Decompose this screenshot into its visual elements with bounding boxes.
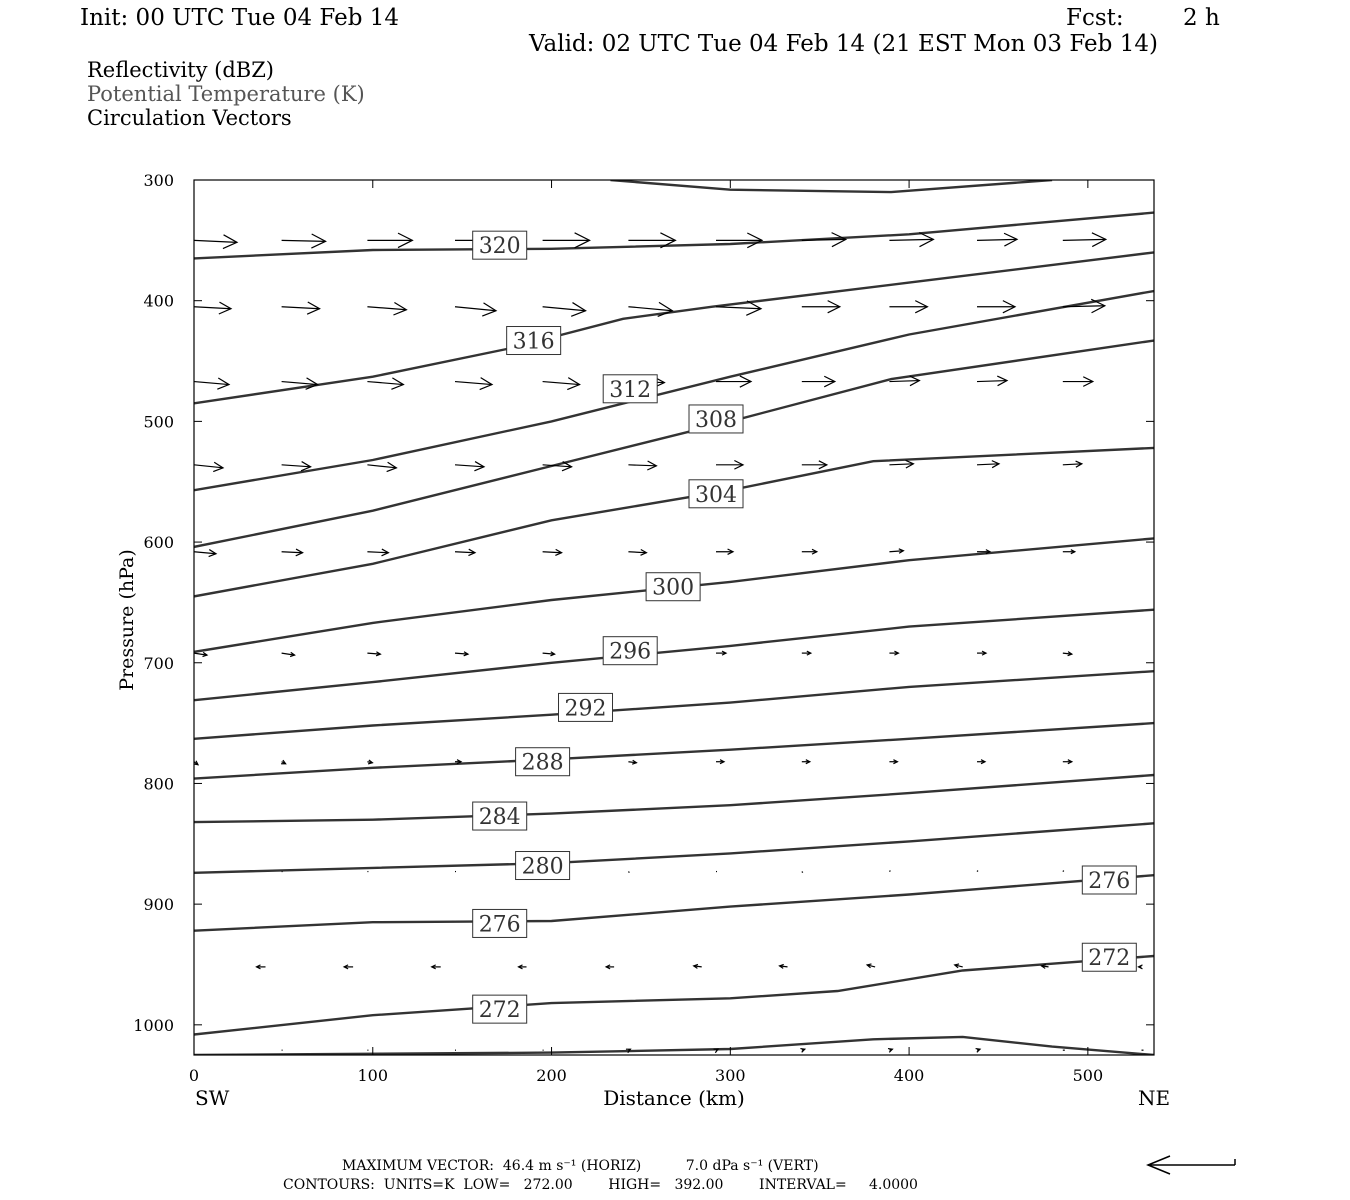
circulation-vector [889,301,927,313]
contour-label-text: 276 [1088,869,1131,894]
contour-label [559,693,613,721]
circulation-vector [802,651,811,655]
circulation-vector [194,302,231,314]
circulation-vector [1063,652,1072,656]
circulation-vector [432,965,441,969]
theta-contour-288 [194,723,1154,779]
theta-contour-324 [611,180,1053,192]
circulation-vector [976,1049,980,1053]
circulation-vector [889,651,898,655]
circulation-vector [628,550,646,556]
circulation-vector [628,872,629,873]
contour-label [689,405,743,433]
y-tick-label: 500 [143,412,174,432]
circulation-vector [1138,965,1142,969]
circulation-vector [367,549,388,556]
circulation-vector [977,301,1015,313]
y-tick-label: 1000 [133,1015,174,1035]
y-tick-label: 900 [143,895,174,915]
circulation-vector [1063,550,1075,554]
circulation-vector [194,652,207,656]
circulation-vector [802,461,827,469]
circulation-vector [977,461,999,468]
contour-label-text: 288 [521,750,564,776]
theta-contour-280 [194,823,1154,873]
circulation-vector [282,302,320,314]
y-tick-label: 600 [143,533,174,553]
contour-label-text: 280 [521,854,564,880]
x-tick-label: 100 [357,1066,389,1085]
legend-potential-temperature: Potential Temperature (K) [87,82,365,106]
circulation-vector [282,234,326,248]
contour-label-text: 284 [478,805,521,831]
circulation-vector [888,1049,892,1053]
forecast-hours: 2 h [1183,5,1220,31]
contour-label-text: 296 [609,639,652,665]
circulation-vector [1063,871,1064,872]
contour-label-text: 276 [478,912,521,938]
maximum-vector-note: MAXIMUM VECTOR: 46.4 m s⁻¹ (HORIZ) 7.0 dPa s⁻¹ (VERT) [342,1158,819,1174]
contour-label-text: 316 [512,329,555,355]
circulation-vector [716,461,743,470]
theta-contour-292 [194,671,1154,739]
circulation-vector [367,760,372,764]
theta-contour-312 [194,291,1154,490]
circulation-vector [455,303,496,316]
theta-contour-276 [194,875,1154,931]
circulation-vector [543,549,562,555]
circulation-vector [889,871,890,872]
contour-label-text: 272 [478,998,521,1024]
theta-contour-316 [194,252,1154,403]
contour-label-text: 272 [1088,946,1131,972]
circulation-vector [802,376,835,387]
circulation-vector [802,872,803,873]
circulation-vector [800,1049,804,1053]
circulation-vector [519,965,527,969]
circulation-vector [889,760,897,764]
circulation-vector [455,652,468,656]
circulation-vector [455,462,484,471]
circulation-vector [257,965,266,969]
circulation-vector [716,651,726,655]
x-tick-label: 500 [1072,1066,1104,1085]
circulation-vector [367,652,380,656]
contour-label [603,375,657,403]
circulation-vector [977,651,986,655]
circulation-vector [716,549,733,554]
circulation-vector [977,376,1007,386]
circulation-vector [367,378,403,390]
contour-label [473,995,527,1023]
circulation-vector [955,964,963,968]
theta-contour-272 [194,956,1154,1035]
circulation-vector [455,378,492,390]
x-axis-title: Distance (km) [603,1086,745,1110]
contour-label [516,852,570,880]
circulation-vector [867,964,875,968]
init-time: Init: 00 UTC Tue 04 Feb 14 [80,5,400,31]
theta-contour-296 [194,610,1154,701]
contour-label [473,802,527,830]
circulation-vector [628,760,636,764]
circulation-vectors [194,233,1144,1053]
x-tick-label: 400 [893,1066,925,1085]
contour-label-text: 292 [564,696,607,722]
circulation-vector [194,462,223,471]
contour-label [646,573,700,601]
legend-circulation-vectors: Circulation Vectors [87,106,292,130]
forecast-label: Fcst: [1066,5,1124,31]
x-axis-right-end-label: NE [1138,1086,1171,1110]
y-axis-title: Pressure (hPa) [116,549,138,691]
contour-label [473,231,527,259]
contour-label-text: 304 [695,482,738,508]
contour-label [473,909,527,937]
circulation-vector [977,760,985,764]
circulation-vector [889,549,903,553]
circulation-vector [282,462,311,471]
circulation-vector [802,233,846,247]
circulation-vector [194,378,229,389]
circulation-vector [977,871,978,872]
x-axis-left-end-label: SW [195,1086,230,1110]
reference-vector-arrow [1148,1156,1235,1174]
circulation-vector [1063,377,1093,387]
theta-contour-284 [194,775,1154,822]
x-tick-label: 300 [715,1066,746,1085]
contour-label [1082,866,1136,894]
circulation-vector [367,303,406,315]
circulation-vector [344,965,353,969]
contour-label-text: 312 [609,377,652,403]
contour-label [507,327,561,355]
contour-label [689,480,743,508]
circulation-vector [281,760,285,764]
theta-contour-268 [194,1037,1154,1055]
circulation-vector [780,964,788,968]
circulation-vector [367,462,396,471]
valid-time: Valid: 02 UTC Tue 04 Feb 14 (21 EST Mon 03 Feb 14) [529,31,1158,57]
y-tick-label: 800 [143,774,174,794]
circulation-vector [282,549,303,556]
legend-reflectivity: Reflectivity (dBZ) [87,58,275,82]
y-tick-label: 300 [143,171,174,190]
circulation-vector [628,461,656,470]
x-tick-label: 200 [536,1066,567,1085]
circulation-vector [1063,760,1072,764]
circulation-vector [802,760,810,764]
circulation-vector [977,233,1017,246]
circulation-vector [543,378,580,390]
circulation-vector [282,652,295,656]
circulation-vector [194,550,216,557]
circulation-vector [1063,233,1106,247]
contour-label-text: 320 [478,234,521,260]
circulation-vector [716,376,751,387]
circulation-vector [455,549,475,555]
theta-contours [194,180,1154,1055]
circulation-vector [543,233,590,248]
circulation-vector [716,233,762,248]
circulation-vector [606,965,614,969]
circulation-vector [367,233,412,247]
theta-contour-308 [194,341,1154,547]
y-tick-label: 700 [143,653,174,673]
y-tick-label: 400 [143,291,174,311]
circulation-vector [543,652,555,656]
contour-label [603,637,657,665]
contour-info-note: CONTOURS: UNITS=K LOW= 272.00 HIGH= 392.00 INTERVAL= 4.0000 [283,1177,918,1193]
circulation-vector [694,964,702,968]
circulation-vector [716,760,724,764]
contour-labels [473,231,1137,1023]
circulation-vector [194,235,237,249]
contour-label-text: 308 [695,407,738,433]
circulation-vector [543,303,586,317]
contour-label-text: 300 [652,575,695,601]
circulation-vector [1063,461,1082,467]
circulation-vector [802,549,817,554]
circulation-vector [714,1049,718,1053]
circulation-vector [802,301,840,313]
contour-label [516,748,570,776]
contour-label [1082,943,1136,971]
x-tick-label: 0 [188,1066,200,1085]
